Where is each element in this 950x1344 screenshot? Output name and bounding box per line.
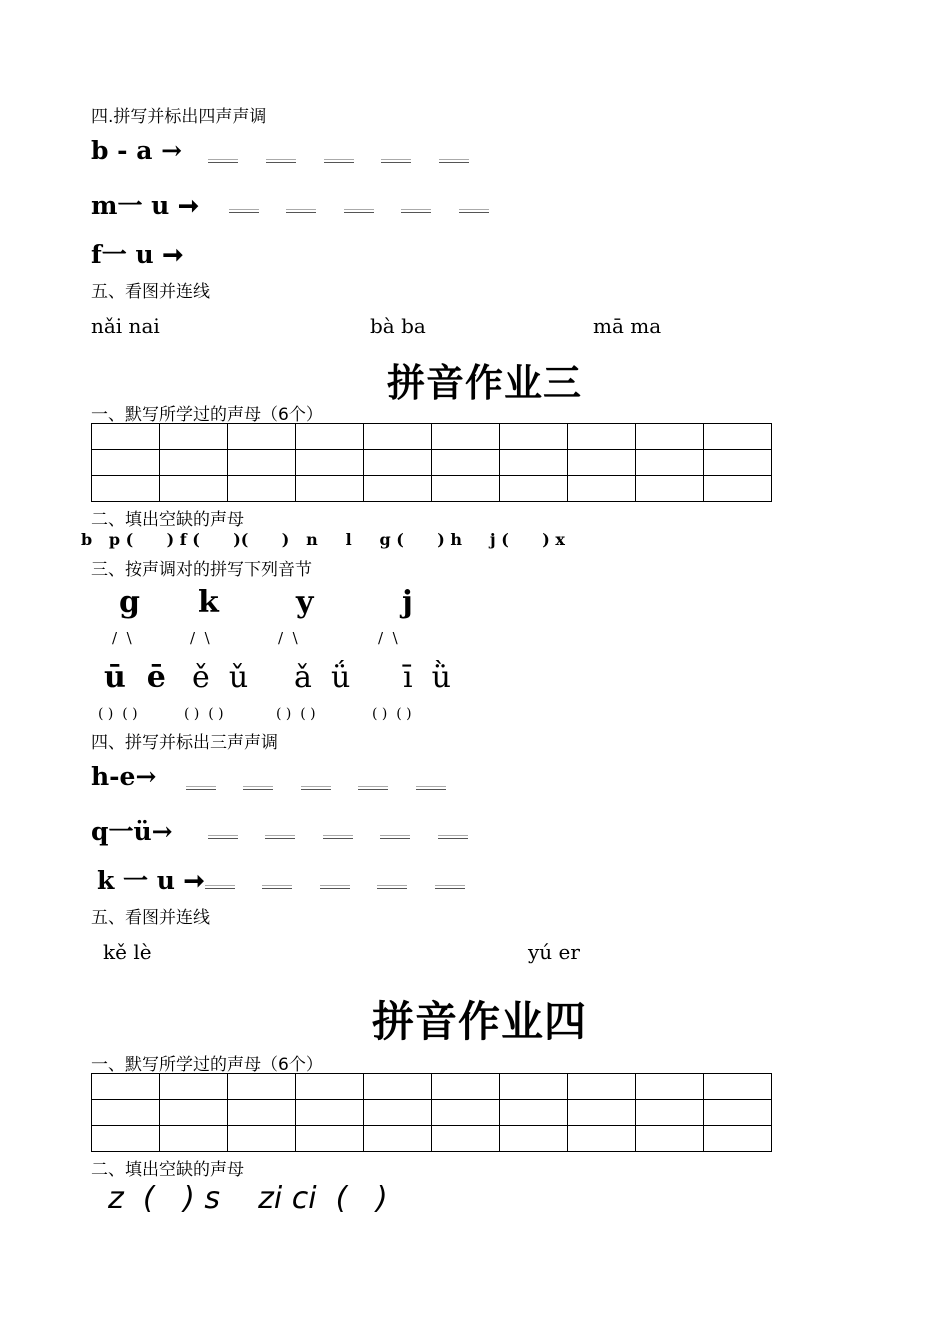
grid-cell[interactable] [500, 450, 568, 476]
answer-blank[interactable] [208, 838, 238, 839]
answer-blank[interactable] [186, 789, 216, 790]
answer-blank[interactable] [416, 789, 446, 790]
answer-blank[interactable] [381, 162, 411, 163]
grid-cell[interactable] [500, 1100, 568, 1126]
grid-cell[interactable] [160, 1126, 228, 1152]
grid-cell[interactable] [636, 424, 704, 450]
fill-in-line: b p ( ) f ( )( ) n l g ( ) h j ( ) x [81, 530, 565, 549]
section-heading: 四.拼写并标出四声声调 [91, 107, 267, 127]
answer-blank[interactable] [286, 212, 316, 213]
spell-row: m一 u ➞ [91, 191, 199, 220]
grid-cell[interactable] [296, 1126, 364, 1152]
grid-cell[interactable] [636, 450, 704, 476]
grid-cell[interactable] [704, 1074, 772, 1100]
spell-row: b - a → [91, 136, 183, 165]
tone-final: ǎ ǘ [294, 660, 351, 695]
grid-cell[interactable] [364, 424, 432, 450]
grid-cell[interactable] [636, 1074, 704, 1100]
question-heading: 五、看图并连线 [91, 908, 210, 928]
answer-parens[interactable]: ( ) ( ) [372, 706, 412, 722]
grid-cell[interactable] [432, 1074, 500, 1100]
grid-cell[interactable] [364, 450, 432, 476]
grid-cell[interactable] [92, 1126, 160, 1152]
answer-parens[interactable]: ( ) ( ) [184, 706, 224, 722]
answer-blank[interactable] [262, 888, 292, 889]
writing-grid [91, 423, 772, 502]
answer-blank[interactable] [401, 212, 431, 213]
initial-letter: g [119, 585, 140, 620]
grid-cell[interactable] [704, 476, 772, 502]
grid-cell[interactable] [704, 450, 772, 476]
grid-cell[interactable] [704, 424, 772, 450]
pinyin-word: mā ma [593, 314, 662, 338]
spell-row: f一 u ➞ [91, 240, 184, 269]
question-heading: 四、拼写并标出三声声调 [91, 733, 278, 753]
spell-row: h-e→ [91, 762, 157, 791]
grid-cell[interactable] [296, 1074, 364, 1100]
answer-blank[interactable] [435, 888, 465, 889]
grid-cell[interactable] [432, 1100, 500, 1126]
grid-cell[interactable] [432, 424, 500, 450]
spell-row: k 一 u ➞ [97, 866, 205, 895]
grid-cell[interactable] [636, 1126, 704, 1152]
fill-in-line: z ( ) s zi ci ( ) [108, 1181, 388, 1216]
grid-cell[interactable] [568, 476, 636, 502]
answer-blank[interactable] [459, 212, 489, 213]
grid-cell[interactable] [500, 476, 568, 502]
grid-cell[interactable] [500, 1074, 568, 1100]
grid-cell[interactable] [364, 1100, 432, 1126]
grid-cell[interactable] [364, 1074, 432, 1100]
grid-cell[interactable] [160, 450, 228, 476]
writing-grid [91, 1073, 772, 1152]
grid-cell[interactable] [296, 424, 364, 450]
pinyin-word: nǎi nai [91, 314, 160, 338]
grid-cell[interactable] [568, 1100, 636, 1126]
answer-blank[interactable] [301, 789, 331, 790]
grid-cell[interactable] [160, 1074, 228, 1100]
answer-blank[interactable] [438, 838, 468, 839]
question-heading: 二、填出空缺的声母 [91, 510, 244, 530]
grid-cell[interactable] [704, 1100, 772, 1126]
grid-cell[interactable] [92, 424, 160, 450]
grid-cell[interactable] [92, 1100, 160, 1126]
section-heading: 五、看图并连线 [91, 282, 210, 302]
answer-blank[interactable] [208, 162, 238, 163]
branch-slash: / \ [190, 629, 210, 647]
grid-cell[interactable] [432, 476, 500, 502]
grid-cell[interactable] [432, 450, 500, 476]
grid-cell[interactable] [296, 450, 364, 476]
tone-final: ī ǜ [403, 660, 451, 695]
grid-cell[interactable] [704, 1126, 772, 1152]
grid-cell[interactable] [228, 1126, 296, 1152]
answer-blank[interactable] [266, 162, 296, 163]
answer-blank[interactable] [439, 162, 469, 163]
answer-blank[interactable] [377, 888, 407, 889]
grid-cell[interactable] [636, 476, 704, 502]
grid-cell[interactable] [92, 450, 160, 476]
answer-blank[interactable] [358, 789, 388, 790]
question-heading: 一、默写所学过的声母（6个） [91, 405, 323, 425]
tone-final: ū ē [104, 660, 166, 695]
answer-blank[interactable] [323, 838, 353, 839]
grid-cell[interactable] [568, 424, 636, 450]
answer-blank[interactable] [320, 888, 350, 889]
grid-cell[interactable] [228, 476, 296, 502]
spell-row: q一ü→ [91, 817, 173, 846]
grid-cell[interactable] [92, 476, 160, 502]
page-title: 拼音作业四 [372, 997, 588, 1046]
grid-cell[interactable] [568, 1126, 636, 1152]
question-heading: 三、按声调对的拼写下列音节 [91, 560, 312, 580]
grid-cell[interactable] [296, 476, 364, 502]
grid-cell[interactable] [228, 450, 296, 476]
grid-cell[interactable] [228, 424, 296, 450]
grid-cell[interactable] [364, 1126, 432, 1152]
answer-blank[interactable] [324, 162, 354, 163]
grid-cell[interactable] [500, 1126, 568, 1152]
answer-parens[interactable]: ( ) ( ) [98, 706, 138, 722]
grid-cell[interactable] [568, 450, 636, 476]
grid-cell[interactable] [636, 1100, 704, 1126]
grid-cell[interactable] [228, 1100, 296, 1126]
grid-cell[interactable] [160, 424, 228, 450]
tone-final: ě ǔ [192, 660, 249, 695]
grid-cell[interactable] [160, 476, 228, 502]
pinyin-word: yú er [528, 940, 580, 964]
answer-blank[interactable] [243, 789, 273, 790]
answer-blank[interactable] [344, 212, 374, 213]
answer-blank[interactable] [265, 838, 295, 839]
grid-cell[interactable] [92, 1074, 160, 1100]
grid-cell[interactable] [568, 1074, 636, 1100]
grid-cell[interactable] [364, 476, 432, 502]
initial-letter: y [296, 585, 314, 620]
page-title: 拼音作业三 [387, 361, 583, 405]
answer-blank[interactable] [205, 888, 235, 889]
grid-cell[interactable] [160, 1100, 228, 1126]
answer-blank[interactable] [380, 838, 410, 839]
grid-cell[interactable] [432, 1126, 500, 1152]
branch-slash: / \ [378, 629, 398, 647]
question-heading: 一、默写所学过的声母（6个） [91, 1055, 323, 1075]
initial-letter: j [402, 585, 413, 620]
question-heading: 二、填出空缺的声母 [91, 1160, 244, 1180]
pinyin-word: bà ba [370, 314, 426, 338]
grid-cell[interactable] [296, 1100, 364, 1126]
branch-slash: / \ [278, 629, 298, 647]
grid-cell[interactable] [500, 424, 568, 450]
pinyin-word: kě lè [103, 940, 152, 964]
initial-letter: k [198, 585, 219, 620]
branch-slash: / \ [112, 629, 132, 647]
answer-parens[interactable]: ( ) ( ) [276, 706, 316, 722]
answer-blank[interactable] [229, 212, 259, 213]
grid-cell[interactable] [228, 1074, 296, 1100]
